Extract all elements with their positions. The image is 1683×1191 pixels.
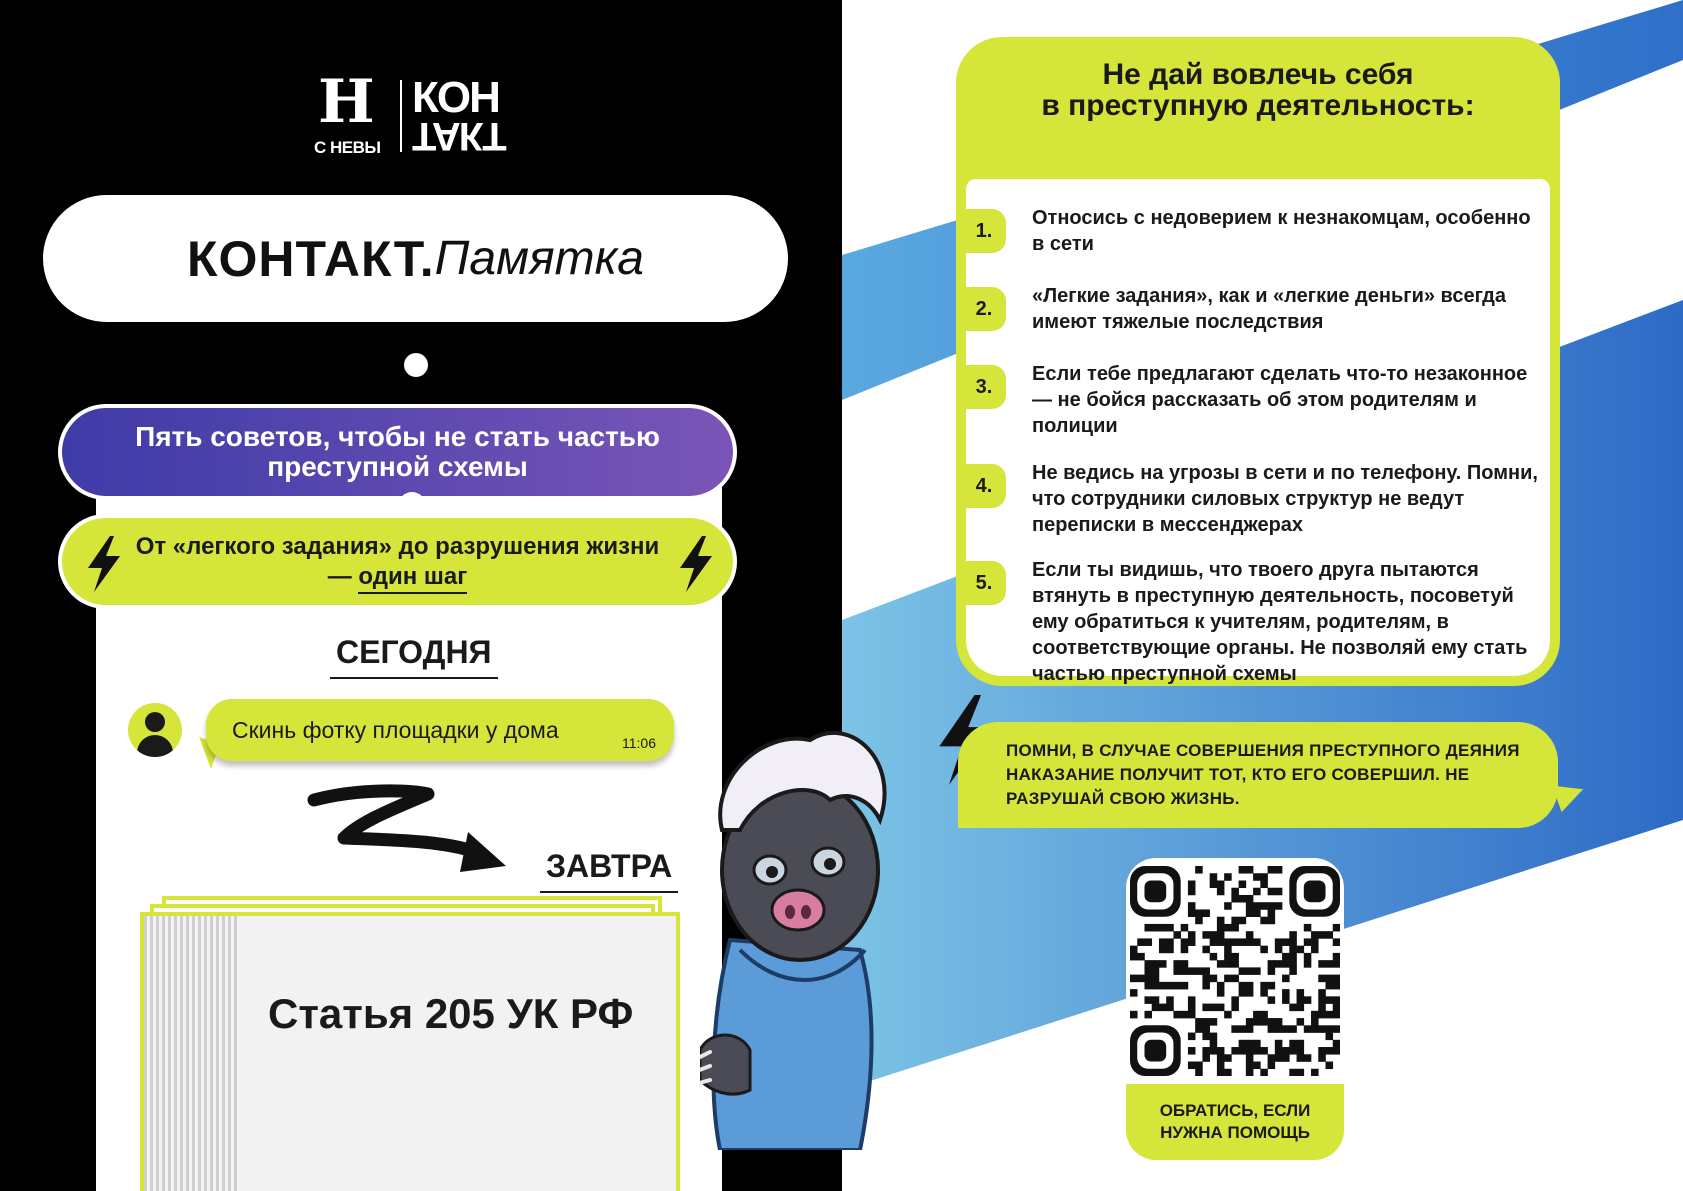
qr-card [1126, 858, 1344, 1160]
page-title-bold: КОНТАКТ. [187, 230, 435, 287]
qr-label [1126, 1084, 1344, 1160]
today-label: СЕГОДНЯ [330, 634, 498, 679]
chat-message-text: Скинь фотку площадки у дома [232, 716, 559, 743]
rule-number: 3. [962, 365, 1006, 409]
nevy-logo [312, 67, 394, 158]
law-document [140, 910, 680, 1191]
user-icon [128, 703, 182, 757]
tips-header-text: Пять советов, чтобы не стать частью преступной схемы [135, 421, 660, 482]
mascot-illustration [700, 720, 960, 1150]
remember-notice [958, 722, 1558, 828]
nevy-logo-mark: Н [318, 67, 375, 137]
chat-message-time: 11:06 [622, 735, 656, 751]
rule-text: Относись с недоверием к незнакомцам, особенно в сети [1032, 207, 1531, 255]
kontakt-logo [410, 72, 530, 158]
warning-text-part1: От «легкого задания» до разрушения жизни — [135, 532, 660, 590]
rules-list [966, 179, 1550, 685]
rules-header-line2: в преступную деятельность: [1041, 89, 1475, 122]
chat-message [206, 699, 674, 761]
tomorrow-label: ЗАВТРА [540, 848, 678, 893]
arrow-icon [300, 780, 520, 880]
rules-header [956, 59, 1560, 121]
phone-camera-dot [404, 353, 428, 377]
nevy-logo-caption: С НЕВЫ [314, 138, 381, 157]
rule-number: 1. [962, 209, 1006, 253]
document-title: Статья 205 УК РФ [268, 990, 634, 1037]
tips-header [58, 404, 737, 500]
page-title-italic: Памятка [434, 232, 644, 285]
lightning-icon [84, 536, 124, 599]
rules-header-line1: Не дай вовлечь себя [1102, 58, 1414, 91]
rule-text: Если ты видишь, что твоего друга пытаются втянуть в преступную деятельность, посоветуй ему обратиться к учителям, родителям, в соответствующие органы. Не позволяй ему стать частью преступной схемы [1032, 559, 1528, 685]
warning-text [128, 532, 668, 592]
qr-code-icon[interactable] [1130, 866, 1340, 1076]
lightning-icon [676, 536, 716, 599]
qr-label-text: ОБРАТИСЬ, ЕСЛИ НУЖНА ПОМОЩЬ [1159, 1101, 1311, 1142]
warning-text-part2: один шаг [358, 563, 467, 594]
rules-card [956, 37, 1560, 686]
remember-text: ПОМНИ, В СЛУЧАЕ СОВЕРШЕНИЯ ПРЕСТУПНОГО ДЕЯНИЯ НАКАЗАНИЕ ПОЛУЧИТ ТОТ, КТО ЕГО СОВЕРШИЛ. НЕ РАЗРУШАЙ СВОЮ ЖИЗНЬ. [1006, 741, 1520, 808]
rule-number: 4. [962, 464, 1006, 508]
rule-text: «Легкие задания», как и «легкие деньги» всегда имеют тяжелые последствия [1032, 285, 1506, 333]
rule-number: 2. [962, 287, 1006, 331]
warning-banner [58, 514, 737, 609]
page-title [43, 195, 788, 322]
kontakt-logo-top: КОН [412, 73, 499, 122]
logo-divider [400, 80, 402, 152]
rule-number: 5. [962, 561, 1006, 605]
kontakt-logo-bottom: ТАКТ [412, 114, 505, 158]
rule-text: Если тебе предлагают сделать что-то незаконное — не бойся рассказать об этом родителям и полиции [1032, 363, 1528, 437]
rule-text: Не ведись на угрозы в сети и по телефону. Помни, что сотрудники силовых структур не ведут переписки в мессенджерах [1032, 462, 1538, 536]
